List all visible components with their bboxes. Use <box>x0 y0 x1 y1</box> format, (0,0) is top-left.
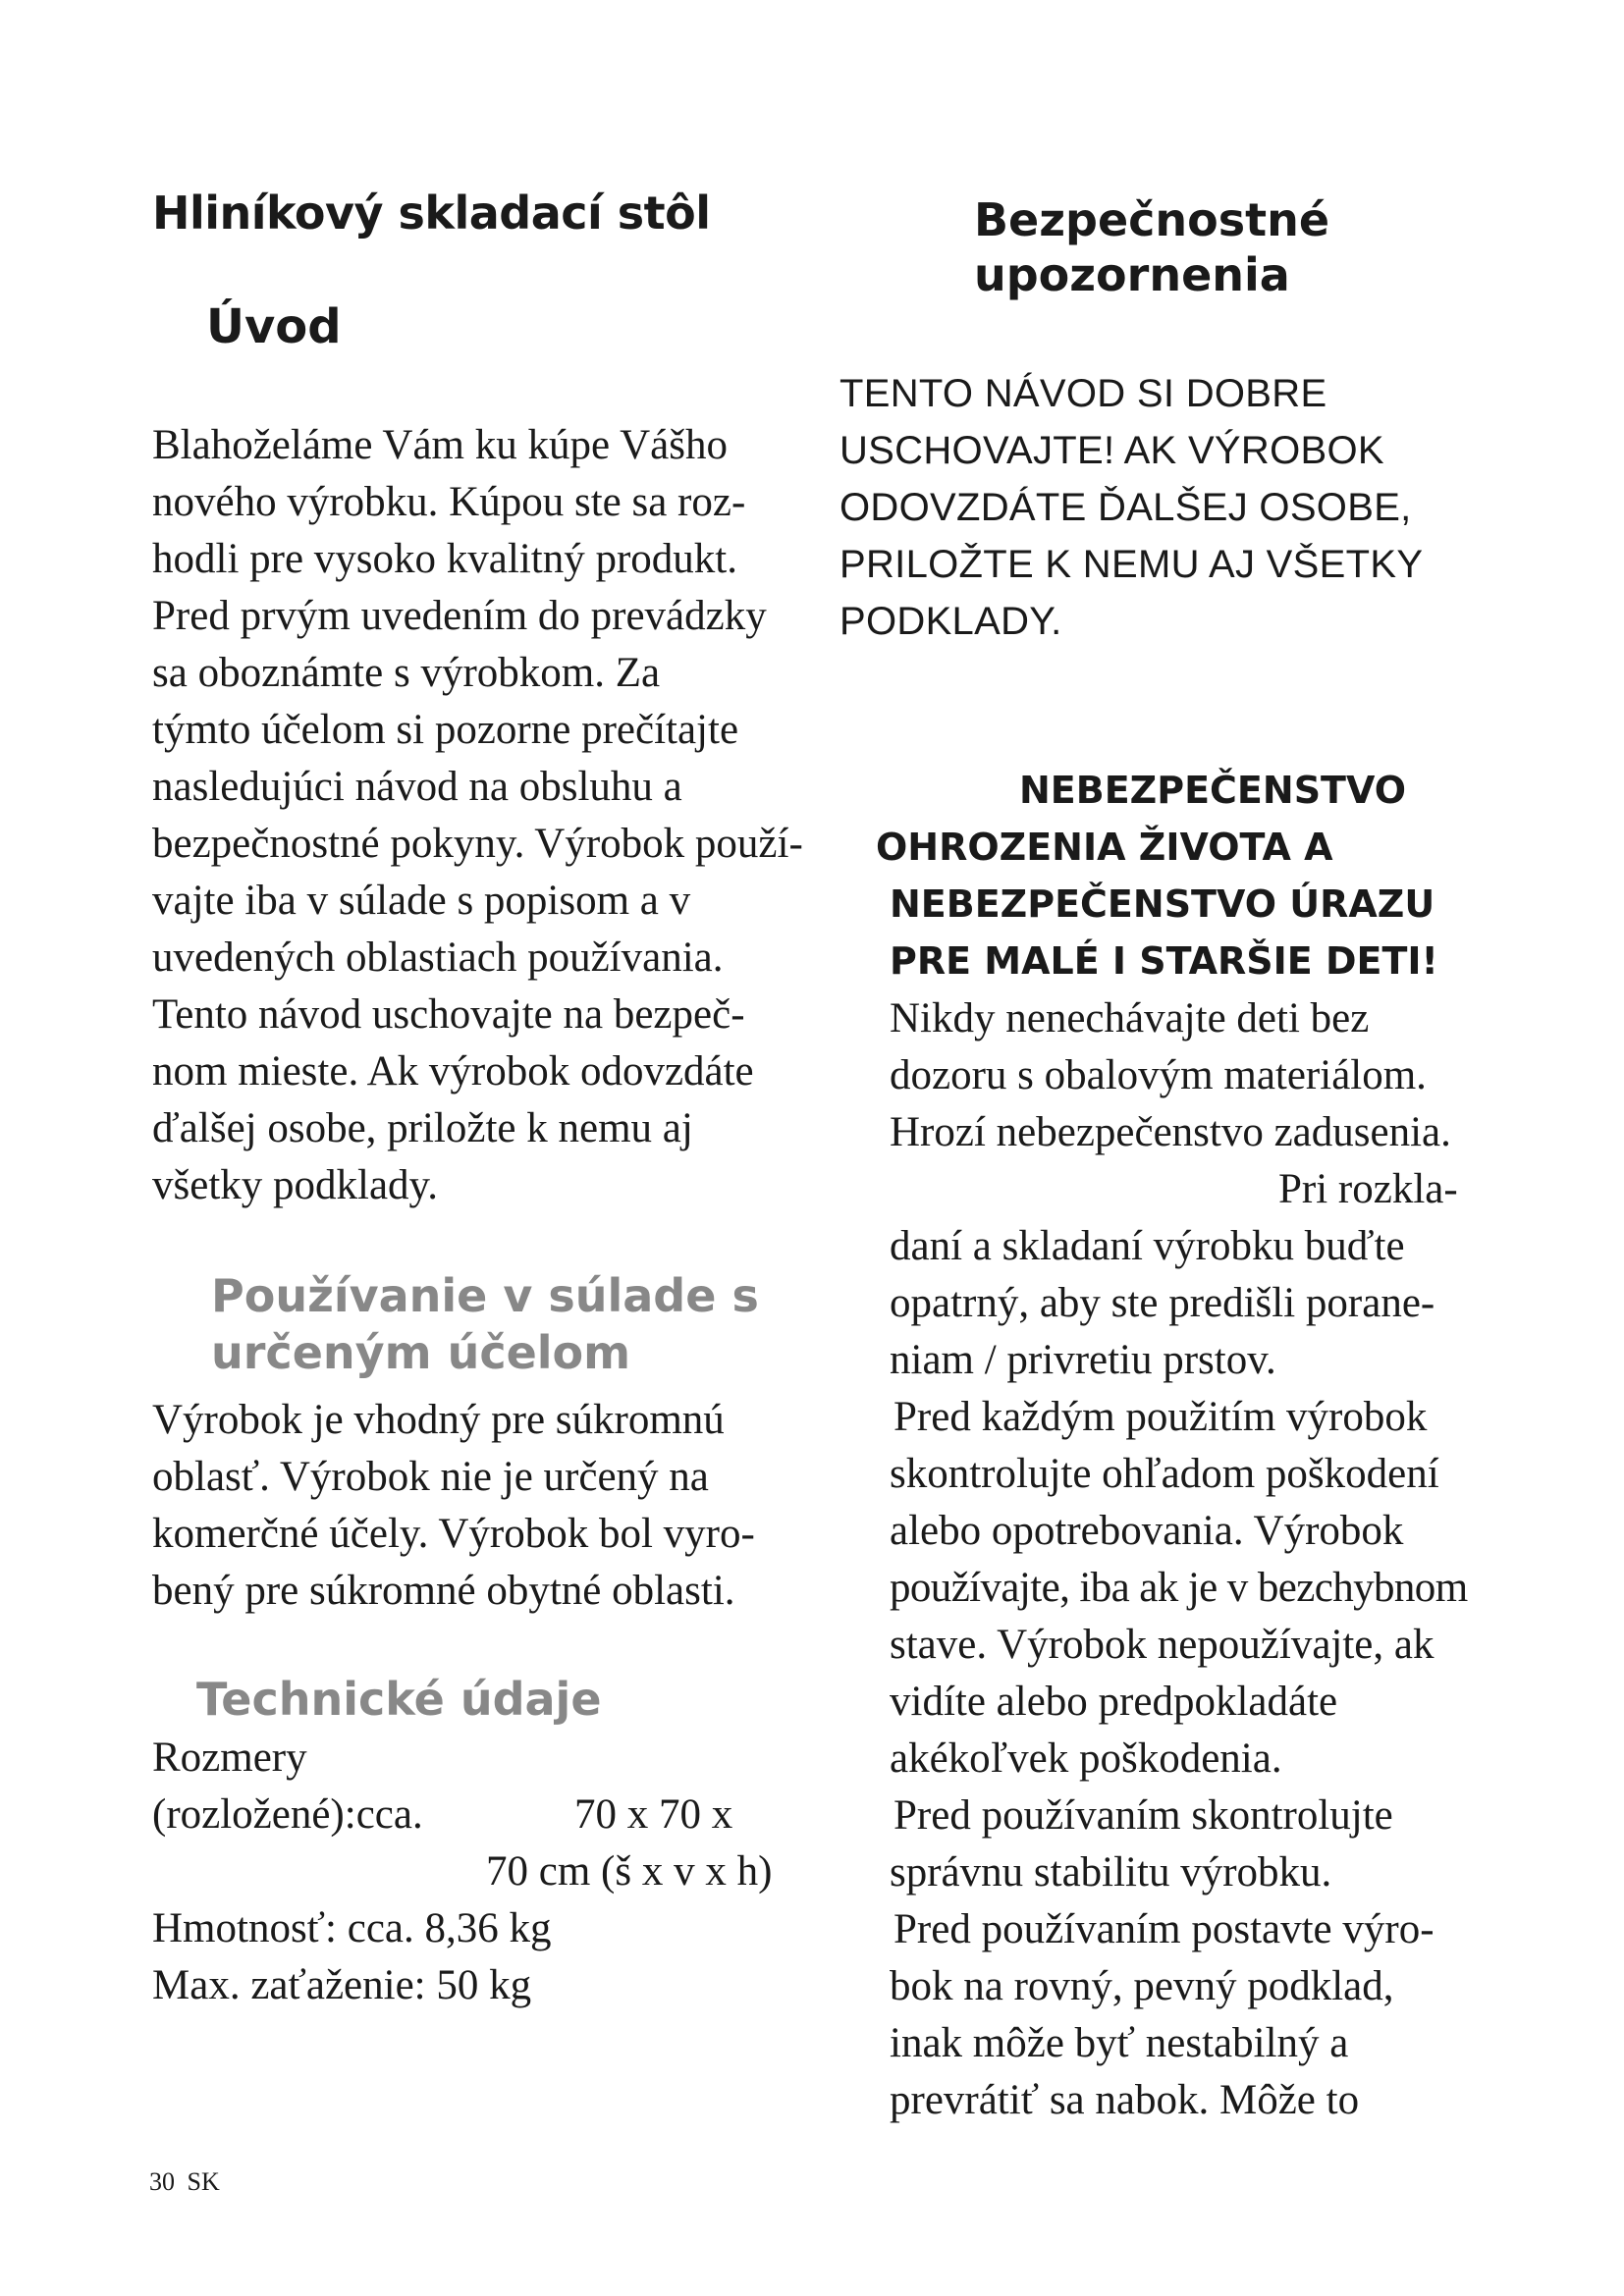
intro-line: týmto účelom si pozorne prečítajte <box>152 707 739 753</box>
keep-notice-line: TENTO NÁVOD SI DOBRE <box>839 372 1327 415</box>
safety-body-line: Hrozí nebezpečenstvo zadusenia. <box>890 1109 1451 1155</box>
safety-body-line: stave. Výrobok nepoužívajte, ak <box>890 1622 1435 1668</box>
safety-body-line: vidíte alebo predpokladáte <box>890 1679 1338 1725</box>
safety-body-line: prevrátiť sa nabok. Môže to <box>890 2077 1360 2123</box>
intended-use-heading-line: Používanie v súlade s <box>211 1269 759 1322</box>
intro-line: Blahoželáme Vám ku kúpe Vášho <box>152 422 728 468</box>
intro-line: hodli pre vysoko kvalitný produkt. <box>152 536 737 582</box>
safety-body-line: používajte, iba ak je v bezchybnom <box>890 1565 1468 1611</box>
intended-use-line: komerčné účely. Výrobok bol vyro- <box>152 1511 755 1557</box>
safety-body-line: Pred používaním skontrolujte <box>893 1792 1393 1839</box>
safety-heading <box>974 192 1329 302</box>
safety-body-line: alebo opotrebovania. Výrobok <box>890 1508 1404 1554</box>
intro-line: vajte iba v súlade s popisom a v <box>152 878 691 924</box>
safety-body-line: Nikdy nenechávajte deti bez <box>890 995 1370 1041</box>
danger-heading-line: PRE MALÉ I STARŠIE DETI! <box>890 939 1438 983</box>
keep-notice-line: ODOVZDÁTE ĎALŠEJ OSOBE, <box>839 486 1412 529</box>
technical-max-load: Max. zaťaženie: 50 kg <box>152 1962 532 2008</box>
intended-use-line: bený pre súkromné obytné oblasti. <box>152 1568 735 1614</box>
safety-body-line: opatrný, aby ste predišli porane- <box>890 1280 1435 1326</box>
intro-line: bezpečnostné pokyny. Výrobok použí- <box>152 821 803 867</box>
technical-dimensions-value-1: 70 x 70 x <box>574 1791 733 1838</box>
intro-line: Pred prvým uvedením do prevádzky <box>152 593 767 639</box>
safety-heading-line: Bezpečnostné <box>974 193 1330 246</box>
safety-heading-line: upozornenia <box>974 248 1290 301</box>
safety-body-line: bok na rovný, pevný podklad, <box>890 1963 1394 2009</box>
keep-notice-line: PRILOŽTE K NEMU AJ VŠETKY <box>839 543 1424 586</box>
safety-body-line: Pred používaním postavte výro- <box>893 1906 1435 1952</box>
intro-line: Tento návod uschovajte na bezpeč- <box>152 991 745 1038</box>
safety-body-line: správnu stabilitu výrobku. <box>890 1849 1332 1896</box>
keep-notice-line: USCHOVAJTE! AK VÝROBOK <box>839 429 1384 472</box>
intro-line: uvedených oblastiach používania. <box>152 934 724 981</box>
intro-line: sa oboznámte s výrobkom. Za <box>152 650 661 696</box>
technical-heading: Technické údaje <box>196 1673 602 1726</box>
intended-use-line: Výrobok je vhodný pre súkromnú <box>152 1397 725 1443</box>
intended-use-paragraph <box>152 1392 755 1620</box>
page-footer <box>149 2167 220 2197</box>
intro-heading: Úvod <box>206 299 342 354</box>
safety-body-line: inak môže byť nestabilný a <box>890 2020 1349 2066</box>
technical-weight: Hmotnosť: cca. 8,36 kg <box>152 1905 552 1951</box>
safety-body-line: Pred každým použitím výrobok <box>893 1394 1428 1440</box>
page-number: 30 <box>149 2167 175 2196</box>
technical-dimensions-value-2: 70 cm (š x v x h) <box>486 1848 773 1895</box>
technical-dimensions-label-1: Rozmery <box>152 1735 307 1781</box>
intro-line: nom mieste. Ak výrobok odovzdáte <box>152 1048 754 1095</box>
safety-body-line: dozoru s obalovým materiálom. <box>890 1052 1427 1098</box>
safety-body-line: daní a skladaní výrobku buďte <box>890 1223 1405 1269</box>
technical-dimensions-label-2: (rozložené):cca. <box>152 1791 423 1838</box>
safety-body-line: Pri rozkla- <box>1278 1166 1458 1212</box>
intended-use-line: oblasť. Výrobok nie je určený na <box>152 1454 709 1500</box>
intro-line: všetky podklady. <box>152 1162 439 1208</box>
safety-keep-notice <box>839 365 1423 650</box>
safety-body-line: niam / privretiu prstov. <box>890 1337 1276 1383</box>
danger-heading-line: NEBEZPEČENSTVO ÚRAZU <box>890 882 1435 926</box>
page-language: SK <box>187 2167 220 2196</box>
safety-body-line: akékoľvek poškodenia. <box>890 1735 1282 1782</box>
intro-line: nasledujúci návod na obsluhu a <box>152 764 682 810</box>
intended-use-heading-line: určeným účelom <box>211 1326 631 1379</box>
intro-line: ďalšej osobe, priložte k nemu aj <box>152 1105 693 1151</box>
keep-notice-line: PODKLADY. <box>839 600 1062 643</box>
page-title: Hliníkový skladací stôl <box>152 187 711 240</box>
intended-use-heading <box>211 1267 759 1381</box>
danger-heading-line: OHROZENIA ŽIVOTA A <box>876 826 1333 869</box>
danger-heading-line: NEBEZPEČENSTVO <box>1019 769 1407 812</box>
intro-line: nového výrobku. Kúpou ste sa roz- <box>152 479 746 525</box>
safety-body-line: skontrolujte ohľadom poškodení <box>890 1451 1439 1497</box>
intro-paragraph <box>152 417 803 1214</box>
